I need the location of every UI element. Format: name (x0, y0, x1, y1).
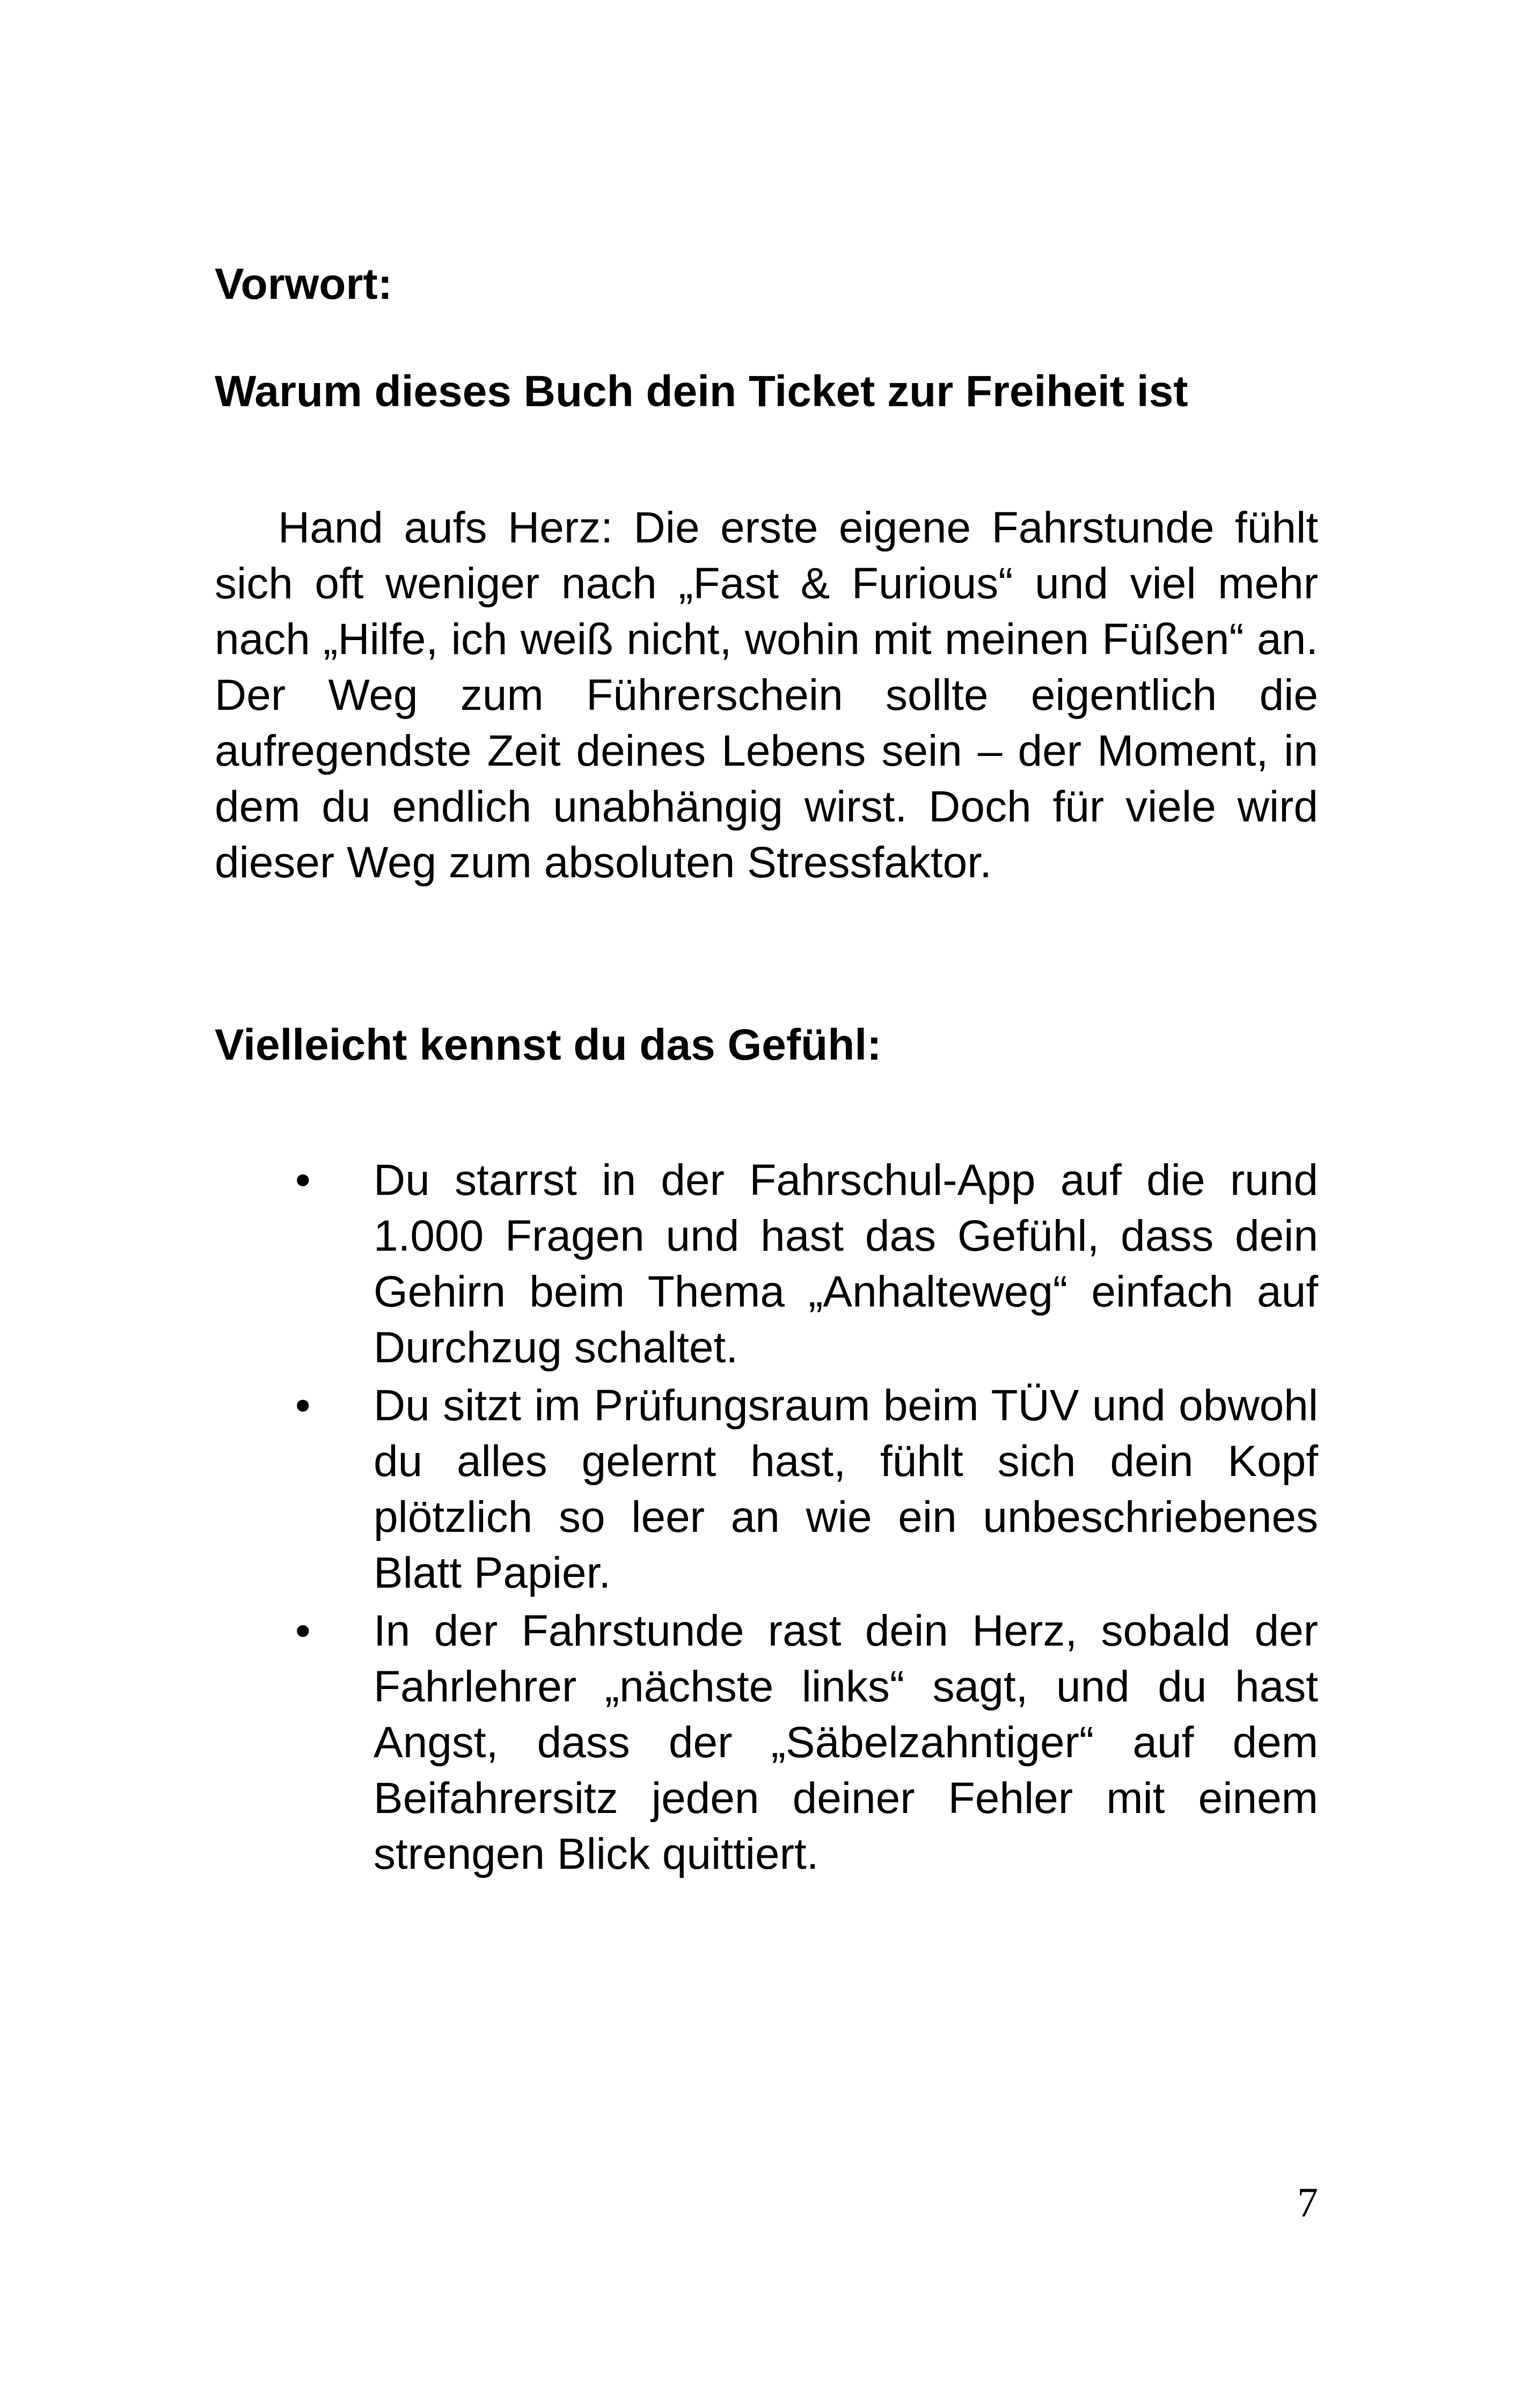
list-item-text: Du sitzt im Prüfungsraum beim TÜV und obwohl du alles gelernt hast, fühlt sich dein Kopf plötzlich so leer an wie ein unbeschriebenes Blatt Papier. (374, 1381, 1318, 1597)
feeling-heading: Vielleicht kennst du das Gefühl: (215, 1021, 882, 1069)
bullet-icon: • (295, 1156, 311, 1205)
list-item-text: Du starrst in der Fahrschul-App auf die rund 1.000 Fragen und hast das Gefühl, dass dein Gehirn beim Thema „Anhalteweg“ einfach auf Durchzug schaltet. (374, 1156, 1318, 1372)
list-item (215, 1152, 1318, 1376)
book-page (215, 258, 1318, 1884)
bullet-icon: • (295, 1606, 311, 1655)
list-item-text: In der Fahrstunde rast dein Herz, sobald der Fahrlehrer „nächste links“ sagt, und du hast Angst, dass der „Säbelzahntiger“ auf dem Beifahrersitz jeden deiner Fehler mit einem strengen Blick quittiert. (374, 1606, 1318, 1878)
page-number: 7 (1297, 2179, 1318, 2226)
list-item (215, 1603, 1318, 1882)
feeling-list (215, 1152, 1318, 1882)
bullet-icon: • (295, 1381, 311, 1430)
chapter-title: Warum dieses Buch dein Ticket zur Freiheit ist (215, 367, 1188, 416)
intro-paragraph: Hand aufs Herz: Die erste eigene Fahrstunde fühlt sich oft weniger nach „Fast & Furious“ und viel mehr nach „Hilfe, ich weiß nicht, wohin mit meinen Füßen“ an. Der Weg zum Führerschein sollte eigentlich die aufregendste Zeit deines Lebens sein – der Moment, in dem du endlich unabhängig wirst. Doch für viele wird dieser Weg zum absoluten Stressfaktor. (215, 503, 1318, 887)
preface-heading: Vorwort: (215, 260, 393, 309)
list-item (215, 1378, 1318, 1601)
